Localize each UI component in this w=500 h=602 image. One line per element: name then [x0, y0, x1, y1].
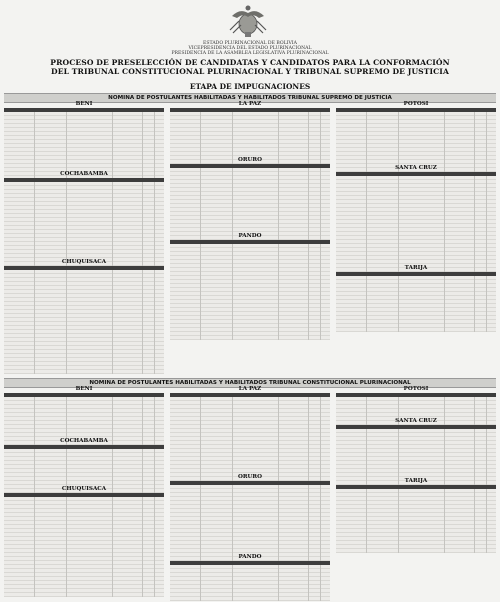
department-title: LA PAZ — [238, 386, 262, 392]
department-title: COCHABAMBA — [60, 438, 108, 444]
tcp-santa-cruz-table — [336, 418, 496, 485]
table-rows — [336, 489, 496, 553]
table-rows — [170, 565, 330, 601]
tcp-chuquisaca-table — [4, 486, 164, 597]
tcp-pando-table — [170, 554, 330, 601]
table-rows — [4, 497, 164, 597]
department-title: ORURO — [238, 474, 262, 480]
department-title: ORURO — [238, 157, 262, 163]
tsj-cochabamba-table — [4, 171, 164, 266]
table-rows — [336, 112, 496, 172]
department-title: BENI — [75, 101, 93, 107]
section-tsj-title: NOMINA DE POSTULANTES HABILITADAS Y HABILITADOS TRIBUNAL SUPREMO DE JUSTICIA — [4, 93, 496, 103]
table-rows — [4, 270, 164, 374]
table-rows — [336, 276, 496, 332]
stage-title: ETAPA DE IMPUGNACIONES — [189, 82, 311, 91]
tsj-oruro-table — [170, 157, 330, 240]
institution-line-3: PRESIDENCIA DE LA ASAMBLEA LEGISLATIVA PLURINACIONAL — [171, 51, 329, 56]
table-rows — [4, 182, 164, 266]
tsj-chuquisaca-table — [4, 259, 164, 374]
tcp-oruro-table — [170, 474, 330, 561]
table-rows — [170, 397, 330, 481]
tcp-la-paz-table — [170, 386, 330, 481]
department-title: BENI — [75, 386, 93, 392]
department-title: PANDO — [238, 554, 262, 560]
section-tcp-title: NOMINA DE POSTULANTES HABILITADAS Y HABILITADOS TRIBUNAL CONSTITUCIONAL PLURINACIONAL — [4, 378, 496, 388]
tsj-beni-table — [4, 101, 164, 178]
department-title: SANTA CRUZ — [395, 165, 437, 171]
tsj-pando-table — [170, 233, 330, 340]
institution-line-2: VICEPRESIDENCIA DEL ESTADO PLURINACIONAL — [188, 46, 312, 51]
department-title: POTOSI — [403, 101, 429, 107]
department-title: POTOSI — [403, 386, 429, 392]
table-rows — [4, 112, 164, 178]
department-title: SANTA CRUZ — [395, 418, 437, 424]
tsj-tarija-table — [336, 265, 496, 332]
department-title: CHUQUISACA — [61, 486, 107, 492]
department-title: LA PAZ — [238, 101, 262, 107]
table-rows — [170, 168, 330, 240]
tcp-cochabamba-table — [4, 438, 164, 493]
table-rows — [336, 429, 496, 485]
tsj-potosi-table — [336, 101, 496, 172]
table-rows — [170, 485, 330, 561]
tcp-beni-table — [4, 386, 164, 445]
department-title: CHUQUISACA — [61, 259, 107, 265]
tsj-la-paz-table — [170, 101, 330, 164]
document-title-line-2: DEL TRIBUNAL CONSTITUCIONAL PLURINACIONAL Y TRIBUNAL SUPREMO DE JUSTICIA — [51, 67, 449, 76]
institution-line-1: ESTADO PLURINACIONAL DE BOLIVIA — [203, 41, 297, 46]
bolivia-coat-of-arms-icon — [226, 4, 270, 40]
table-rows — [170, 244, 330, 340]
department-title: PANDO — [238, 233, 262, 239]
department-title: COCHABAMBA — [60, 171, 108, 177]
tsj-santa-cruz-table — [336, 165, 496, 272]
table-rows — [336, 176, 496, 272]
department-title: TARIJA — [404, 478, 428, 484]
tcp-tarija-table — [336, 478, 496, 553]
department-title: TARIJA — [404, 265, 428, 271]
document-title-line-1: PROCESO DE PRESELECCIÓN DE CANDIDATAS Y CANDIDATOS PARA LA CONFORMACIÓN — [50, 58, 450, 67]
